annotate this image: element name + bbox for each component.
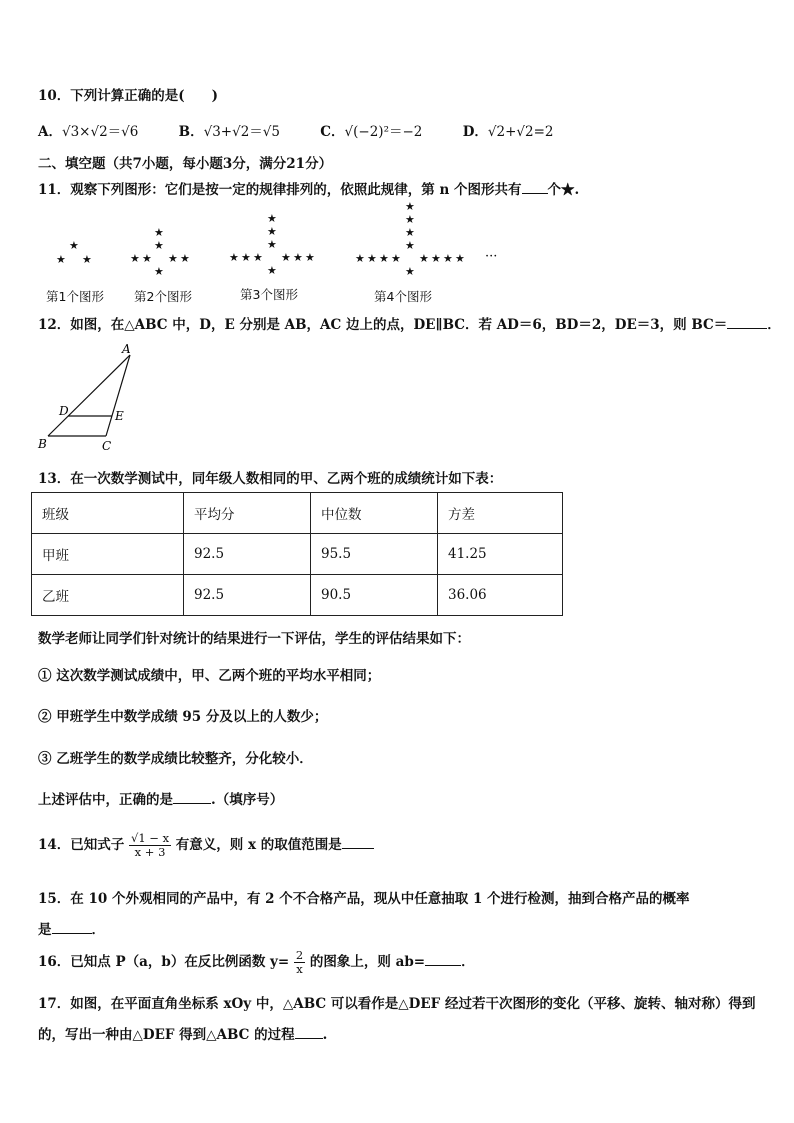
point-c-label: C <box>102 439 112 453</box>
star-icon: ★ <box>168 252 178 265</box>
star-icon: ★ <box>253 251 263 264</box>
table-cell: 92.5 <box>184 534 311 575</box>
q17-answer-blank[interactable] <box>295 1025 323 1039</box>
table-row <box>32 575 563 616</box>
star-icon: ★ <box>405 200 415 213</box>
table-header-cell: 中位数 <box>311 493 438 534</box>
star-icon: ★ <box>154 226 164 239</box>
star-icon: ★ <box>281 251 291 264</box>
q11-figure-label-4: 第4个图形 <box>374 289 432 304</box>
star-icon: ★ <box>391 252 401 265</box>
star-icon: ★ <box>379 252 389 265</box>
q13-answer-blank[interactable] <box>173 790 211 804</box>
q17-line-1: 17．如图，在平面直角坐标系 xOy 中，△ABC 可以看作是△DEF 经过若干次图形的变化（平移、旋转、轴对称）得到 <box>38 996 756 1012</box>
star-icon: ★ <box>431 252 441 265</box>
table-cell: 甲班 <box>32 534 184 575</box>
star-icon: ★ <box>443 252 453 265</box>
q12-triangle-figure <box>30 340 150 455</box>
q15-line-2: 是 ． <box>38 922 105 938</box>
star-icon: ★ <box>142 252 152 265</box>
star-icon: ★ <box>229 251 239 264</box>
q10-option-b[interactable]: B．√3+√2＝√5 <box>178 124 280 140</box>
star-icon: ★ <box>293 251 303 264</box>
q10-options <box>38 120 590 140</box>
q10-option-d[interactable]: D．√2+√2=2 <box>462 124 554 140</box>
star-icon: ★ <box>267 238 277 251</box>
q16-stem: 16．已知点 P（a，b）在反比例函数 y= $\frac{2}{x}$ 的图象上，则 ab= ． <box>38 948 475 976</box>
star-icon: ★ <box>305 251 315 264</box>
q11-stem: 11．观察下列图形：它们是按一定的规律排列的，依照此规律，第 n 个图形共有 个★. <box>38 182 580 198</box>
star-icon: ★ <box>154 265 164 278</box>
point-b-label: B <box>38 437 47 451</box>
table-cell: 95.5 <box>311 534 438 575</box>
q10-stem: 10．下列计算正确的是( ) <box>38 88 219 104</box>
star-icon: ★ <box>154 239 164 252</box>
q11-figure-label-2: 第2个图形 <box>134 289 192 304</box>
q16-answer-blank[interactable] <box>425 952 461 966</box>
table-header-cell: 方差 <box>438 493 563 534</box>
star-icon: ★ <box>267 212 277 225</box>
star-icon: ★ <box>405 213 415 226</box>
q15-answer-blank[interactable] <box>52 920 92 934</box>
point-a-label: A <box>122 342 131 356</box>
table-cell: 90.5 <box>311 575 438 616</box>
q11-answer-blank[interactable] <box>522 180 548 194</box>
star-icon: ★ <box>267 264 277 277</box>
table-header-row <box>32 493 563 534</box>
q11-figure-label-1: 第1个图形 <box>46 289 104 304</box>
q13-item-2: ② 甲班学生中数学成绩 95 分及以上的人数少； <box>38 709 328 725</box>
q13-score-table <box>31 492 563 616</box>
q11-figure-label-3: 第3个图形 <box>240 287 298 302</box>
section-fill-in-heading: 二、填空题（共7小题，每小题3分，满分21分） <box>38 156 333 172</box>
star-icon: ★ <box>405 265 415 278</box>
q14-fraction: $\frac{√1 - x}{x + 3}$ <box>131 831 170 859</box>
star-icon: ★ <box>56 253 66 266</box>
q10-option-c[interactable]: C．√(−2)²＝−2 <box>320 124 423 140</box>
table-header-cell: 平均分 <box>184 493 311 534</box>
star-icon: ★ <box>419 252 429 265</box>
q13-ask: 上述评估中，正确的是 .（填序号） <box>38 792 284 808</box>
table-cell: 36.06 <box>438 575 563 616</box>
star-icon: ★ <box>405 226 415 239</box>
star-icon: ★ <box>130 252 140 265</box>
star-icon: ★ <box>180 252 190 265</box>
star-icon: ★ <box>455 252 465 265</box>
table-cell: 41.25 <box>438 534 563 575</box>
star-icon: ★ <box>82 253 92 266</box>
star-icon: ★ <box>405 239 415 252</box>
star-icon: ★ <box>241 251 251 264</box>
ellipsis: ··· <box>485 249 498 264</box>
star-icon: ★ <box>267 225 277 238</box>
star-icon: ★ <box>367 252 377 265</box>
q13-intro: 数学老师让同学们针对统计的结果进行一下评估，学生的评估结果如下： <box>38 631 470 647</box>
q13-stem: 13．在一次数学测试中，同年级人数相同的甲、乙两个班的成绩统计如下表： <box>38 471 503 487</box>
point-d-label: D <box>59 404 69 418</box>
q12-stem: 12．如图，在△ABC 中，D，E 分别是 AB，AC 边上的点，DE∥BC．若 AD＝6，BD＝2，DE＝3，则 BC＝ ． <box>38 317 781 333</box>
star-icon: ★ <box>69 239 79 252</box>
q13-item-1: ① 这次数学测试成绩中，甲、乙两个班的平均水平相同； <box>38 668 381 684</box>
q15-line-1: 15．在 10 个外观相同的产品中，有 2 个不合格产品，现从中任意抽取 1 个进行检测，抽到合格产品的概率 <box>38 891 690 907</box>
q10-option-a[interactable]: A．√3×√2＝√6 <box>38 124 139 140</box>
q12-answer-blank[interactable] <box>727 315 767 329</box>
star-icon: ★ <box>355 252 365 265</box>
point-e-label: E <box>115 409 124 423</box>
table-header-cell: 班级 <box>32 493 184 534</box>
q17-line-2: 的，写出一种由△DEF 得到△ABC 的过程 . <box>38 1027 328 1043</box>
table-cell: 92.5 <box>184 575 311 616</box>
table-row <box>32 534 563 575</box>
q16-fraction: $\frac{2}{x}$ <box>295 948 304 976</box>
q14-stem: 14．已知式子 $\frac{√1 - x}{x + 3}$ 有意义，则 x 的取值范围是 <box>38 832 374 859</box>
q13-item-3: ③ 乙班学生的数学成绩比较整齐，分化较小． <box>38 751 313 767</box>
q14-answer-blank[interactable] <box>342 835 374 849</box>
table-cell: 乙班 <box>32 575 184 616</box>
